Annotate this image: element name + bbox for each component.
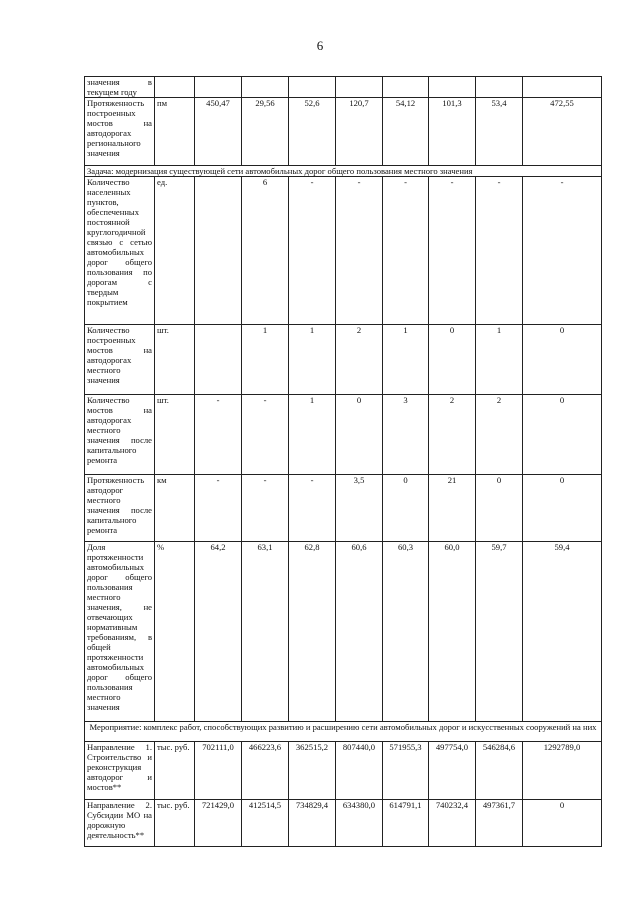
value-cell: 740232,4 [429,800,476,847]
indicator-name: Доля протяженности автомобильных дорог общего пользования местного значения, не отвечающих нормативным требованиям, в общей протяженности автомобильных дорог общего пользования местного значения [85,542,155,722]
value-cell: 2 [476,395,523,475]
value-cell [242,77,289,98]
indicator-name: Количество построенных мостов на автодорогах местного значения [85,325,155,395]
value-cell: - [242,395,289,475]
value-cell: 52,6 [289,98,336,166]
value-cell: 472,55 [523,98,602,166]
value-cell: 0 [523,475,602,542]
value-cell: 721429,0 [195,800,242,847]
event-heading: Мероприятие: комплекс работ, способствующих развитию и расширению сети автомобильных дорог и искусственных сооружений на них [85,722,602,742]
indicator-name: Направление 1. Строительство и реконструкция автодорог и мостов** [85,742,155,800]
value-cell: - [195,475,242,542]
value-cell: - [289,177,336,325]
value-cell: 62,8 [289,542,336,722]
value-cell: 1 [476,325,523,395]
value-cell: 1 [383,325,429,395]
event-row [85,722,602,742]
table-row [85,177,602,325]
table-row [85,98,602,166]
value-cell: 0 [476,475,523,542]
unit-cell: пм [155,98,195,166]
value-cell: 101,3 [429,98,476,166]
table-row [85,800,602,847]
value-cell [476,77,523,98]
unit-cell: шт. [155,325,195,395]
value-cell: 571955,3 [383,742,429,800]
value-cell: 2 [429,395,476,475]
value-cell: 21 [429,475,476,542]
indicator-name: Количество мостов на автодорогах местного значения после капитального ремонта [85,395,155,475]
value-cell: 0 [336,395,383,475]
value-cell: 64,2 [195,542,242,722]
value-cell: 734829,4 [289,800,336,847]
unit-cell [155,77,195,98]
value-cell: 1 [289,395,336,475]
task-row [85,166,602,177]
table-row [85,395,602,475]
value-cell: 6 [242,177,289,325]
value-cell: 450,47 [195,98,242,166]
value-cell: 0 [429,325,476,395]
value-cell: 2 [336,325,383,395]
value-cell: 546284,6 [476,742,523,800]
value-cell: 59,7 [476,542,523,722]
value-cell: - [476,177,523,325]
value-cell: 1 [242,325,289,395]
unit-cell: км [155,475,195,542]
value-cell: - [336,177,383,325]
value-cell: 614791,1 [383,800,429,847]
value-cell: 29,56 [242,98,289,166]
value-cell: 59,4 [523,542,602,722]
value-cell: 0 [523,395,602,475]
indicator-name: Протяженность автодорог местного значения после капитального ремонта [85,475,155,542]
table-row [85,77,602,98]
value-cell [195,77,242,98]
value-cell [523,77,602,98]
value-cell: 63,1 [242,542,289,722]
value-cell: - [289,475,336,542]
task-heading: Задача: модернизация существующей сети автомобильных дорог общего пользования местного значения [85,166,602,177]
page-number: 6 [316,38,324,53]
indicator-name: Количество населенных пунктов, обеспеченных постоянной круглогодичной связью с сетью автомобильных дорог общего пользования по дорогам с твердым покрытием [85,177,155,325]
value-cell: 120,7 [336,98,383,166]
value-cell: 0 [383,475,429,542]
value-cell: 807440,0 [336,742,383,800]
value-cell: 702111,0 [195,742,242,800]
indicator-name: Направление 2. Субсидии МО на дорожную деятельность** [85,800,155,847]
value-cell: 497754,0 [429,742,476,800]
value-cell: 1 [289,325,336,395]
value-cell: 60,3 [383,542,429,722]
value-cell [336,77,383,98]
value-cell [195,325,242,395]
unit-cell: % [155,542,195,722]
value-cell: 497361,7 [476,800,523,847]
table-row [85,542,602,722]
value-cell: 466223,6 [242,742,289,800]
value-cell: 362515,2 [289,742,336,800]
unit-cell: тыс. руб. [155,800,195,847]
indicators-table [84,76,602,847]
value-cell: - [195,395,242,475]
table-row [85,742,602,800]
unit-cell: ед. [155,177,195,325]
value-cell: 0 [523,800,602,847]
value-cell: 0 [523,325,602,395]
indicator-name: Протяженность построенных мостов на автодорогах регионального значения [85,98,155,166]
value-cell [383,77,429,98]
value-cell: 3,5 [336,475,383,542]
value-cell: 634380,0 [336,800,383,847]
value-cell: 60,6 [336,542,383,722]
value-cell: 54,12 [383,98,429,166]
value-cell [195,177,242,325]
value-cell: - [383,177,429,325]
value-cell [289,77,336,98]
value-cell: 3 [383,395,429,475]
value-cell: 1292789,0 [523,742,602,800]
value-cell: - [242,475,289,542]
value-cell: - [523,177,602,325]
indicator-name: значения в текущем году [85,77,155,98]
table-row [85,325,602,395]
value-cell: - [429,177,476,325]
value-cell: 412514,5 [242,800,289,847]
value-cell: 53,4 [476,98,523,166]
unit-cell: тыс. руб. [155,742,195,800]
value-cell [429,77,476,98]
value-cell: 60,0 [429,542,476,722]
unit-cell: шт. [155,395,195,475]
table-row [85,475,602,542]
